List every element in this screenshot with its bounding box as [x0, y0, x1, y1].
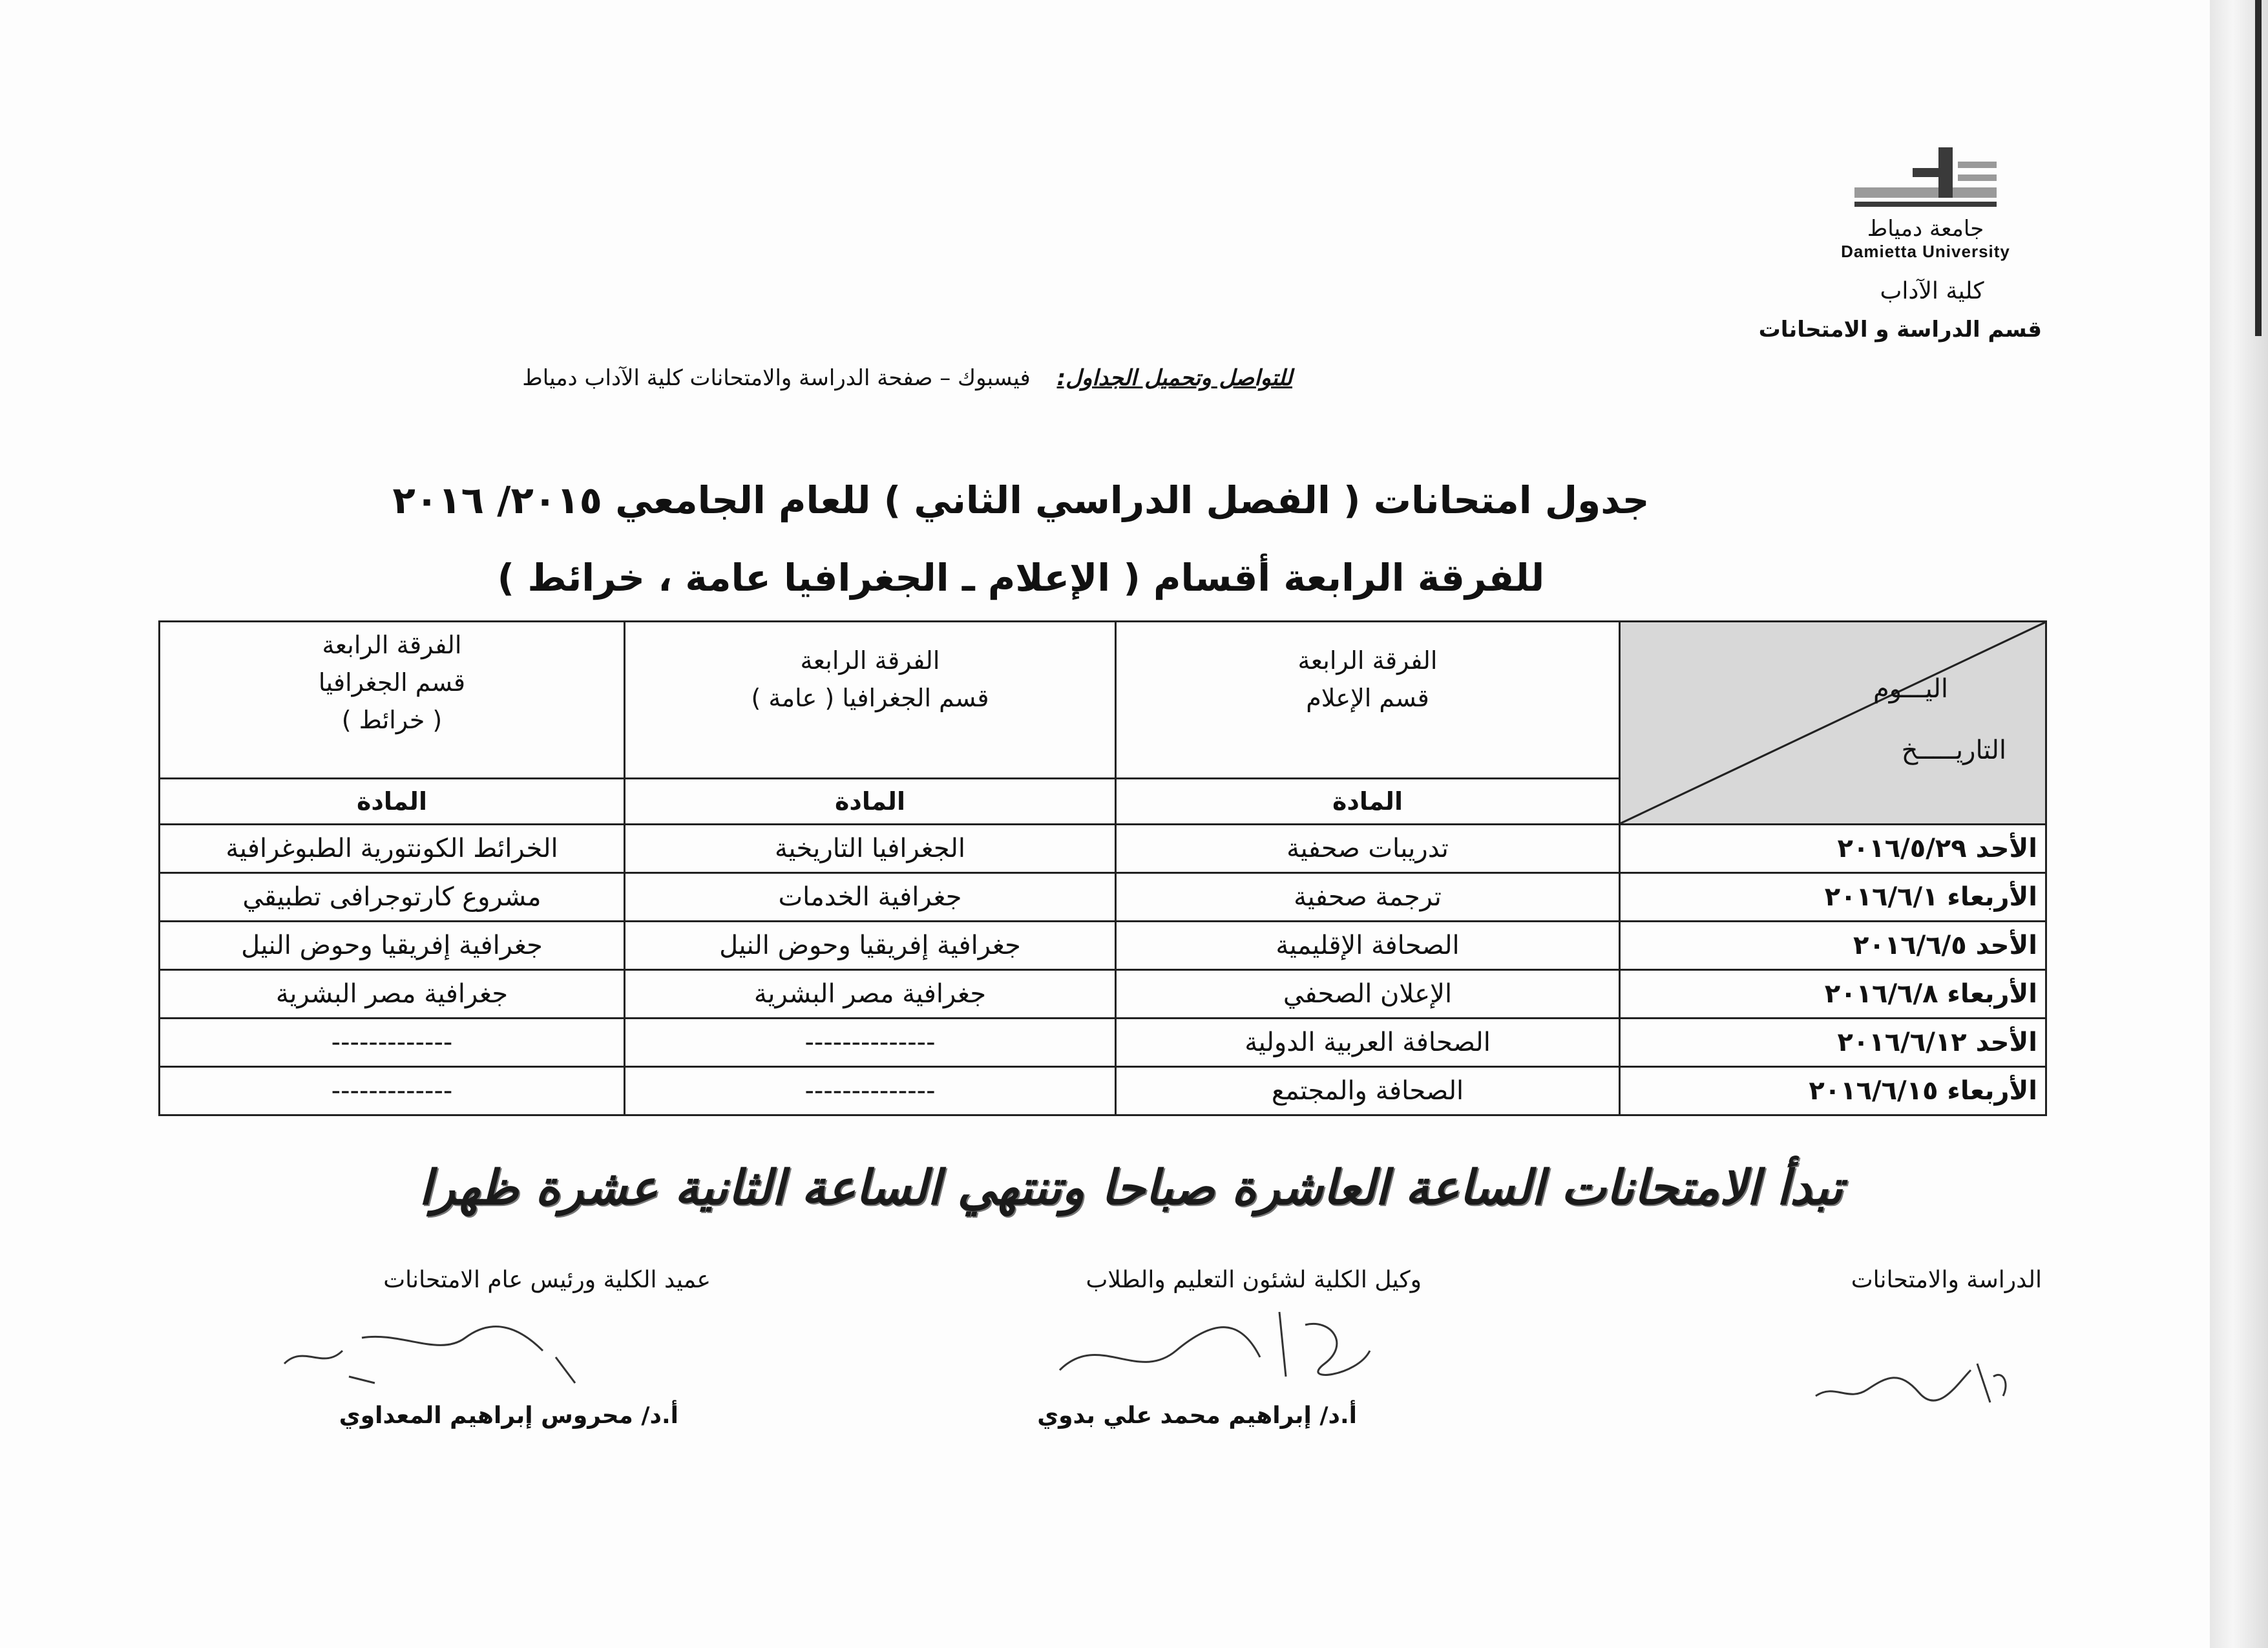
exam-date: الأحد ٢٠١٦/٥/٢٩ [1620, 825, 2046, 873]
column-header-geo-general [625, 622, 1116, 779]
exam-date: الأربعاء ٢٠١٦/٦/٨ [1620, 970, 2046, 1019]
column-header-line: الفرقة الرابعة [800, 646, 940, 675]
department-name: قسم الدراسة و الامتحانات [1758, 317, 2042, 343]
subject-label: المادة [160, 779, 625, 825]
corner-date-label: التاريـــــخ [1901, 735, 2006, 765]
media-subject: الصحافة الإقليمية [1116, 922, 1620, 970]
table-row [160, 873, 2046, 922]
exams-office-title: الدراسة والامتحانات [1851, 1267, 2042, 1293]
geo-maps-subject: ------------- [160, 1019, 625, 1067]
subject-label: المادة [625, 779, 1116, 825]
geo-maps-subject: جغرافية مصر البشرية [160, 970, 625, 1019]
table-row [160, 1019, 2046, 1067]
exam-date: الأربعاء ٢٠١٦/٦/١٥ [1620, 1067, 2046, 1115]
media-subject: تدريبات صحفية [1116, 825, 1620, 873]
table-row [160, 825, 2046, 873]
column-header-geo-maps [160, 622, 625, 779]
dean-title: عميد الكلية ورئيس عام الامتحانات [383, 1267, 711, 1293]
university-name-ar: جامعة دمياط [1867, 216, 1984, 242]
exam-time-note: تبدأ الامتحانات الساعة العاشرة صباحا وتنتهي الساعة الثانية عشرة ظهرا [419, 1160, 1843, 1216]
diagonal-divider-icon [1621, 622, 2045, 823]
handwritten-signature-icon [1047, 1305, 1383, 1389]
page-subtitle: للفرقة الرابعة أقسام ( الإعلام ـ الجغرافيا عامة ، خرائط ) [497, 556, 1545, 600]
column-header-line: ( خرائط ) [341, 706, 443, 734]
corner-day-label: اليـــوم [1873, 674, 1948, 704]
vice-dean-name: أ.د/ إبراهيم محمد علي بدوي [1037, 1402, 1357, 1429]
scanner-edge [2210, 0, 2268, 1648]
exam-date: الأربعاء ٢٠١٦/٦/١ [1620, 873, 2046, 922]
table-header-row [160, 622, 2046, 779]
page-title: جدول امتحانات ( الفصل الدراسي الثاني ) للعام الجامعي ٢٠١٥/ ٢٠١٦ [392, 478, 1650, 522]
geo-general-subject: -------------- [625, 1019, 1116, 1067]
exam-schedule-table [158, 620, 2047, 1116]
geo-maps-subject: الخرائط الكونتورية الطبوغرافية [160, 825, 625, 873]
geo-general-subject: جغرافية الخدمات [625, 873, 1116, 922]
column-header-line: الفرقة الرابعة [1297, 646, 1438, 675]
media-subject: الصحافة والمجتمع [1116, 1067, 1620, 1115]
subject-label: المادة [1116, 779, 1620, 825]
column-header-line: قسم الجغرافيا ( عامة ) [751, 684, 989, 712]
handwritten-signature-icon [271, 1312, 607, 1396]
geo-maps-subject: ------------- [160, 1067, 625, 1115]
media-subject: ترجمة صحفية [1116, 873, 1620, 922]
table-row [160, 922, 2046, 970]
table-row [160, 970, 2046, 1019]
contact-label: للتواصل وتحميل الجداول: [1056, 365, 1292, 391]
vice-dean-title: وكيل الكلية لشئون التعليم والطلاب [1086, 1267, 1422, 1293]
university-emblem-icon [1842, 142, 2010, 220]
geo-general-subject: الجغرافيا التاريخية [625, 825, 1116, 873]
geo-general-subject: -------------- [625, 1067, 1116, 1115]
faculty-name: كلية الآداب [1880, 278, 1984, 304]
column-header-line: الفرقة الرابعة [322, 631, 462, 659]
geo-maps-subject: جغرافية إفريقيا وحوض النيل [160, 922, 625, 970]
geo-maps-subject: مشروع كارتوجرافى تطبيقي [160, 873, 625, 922]
table-row [160, 1067, 2046, 1115]
contact-text: فيسبوك – صفحة الدراسة والامتحانات كلية الآداب دمياط [522, 365, 1031, 391]
exam-date: الأحد ٢٠١٦/٦/٥ [1620, 922, 2046, 970]
contact-line [349, 365, 1292, 391]
day-date-corner-cell [1620, 622, 2046, 825]
exam-date: الأحد ٢٠١٦/٦/١٢ [1620, 1019, 2046, 1067]
column-header-line: قسم الإعلام [1306, 684, 1429, 712]
geo-general-subject: جغرافية مصر البشرية [625, 970, 1116, 1019]
media-subject: الإعلان الصحفي [1116, 970, 1620, 1019]
column-header-media [1116, 622, 1620, 779]
handwritten-signature-icon [1809, 1344, 2016, 1415]
university-name-en: Damietta University [1841, 242, 2010, 261]
geo-general-subject: جغرافية إفريقيا وحوض النيل [625, 922, 1116, 970]
university-logo [1790, 142, 2061, 262]
column-header-line: قسم الجغرافيا [318, 668, 466, 697]
dean-name: أ.د/ محروس إبراهيم المعداوي [339, 1402, 678, 1429]
media-subject: الصحافة العربية الدولية [1116, 1019, 1620, 1067]
